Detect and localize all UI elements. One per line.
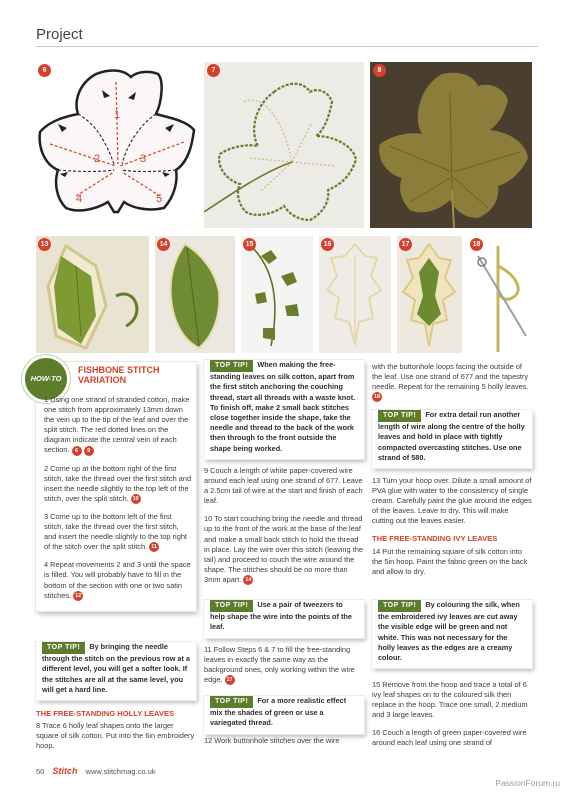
step-9: 9 Couch a length of white paper-covered wire around each leaf using one strand of 677. Leave a 2.5cm tail of wire at the start and finish of each leaf.	[204, 466, 363, 506]
step-12-cont: with the buttonhole loops facing the outside of the leaf. Use one strand of 677 and the tapestry needle. Repeat for the remaining 5 holly leaves.	[372, 362, 529, 392]
howto-title: FISHBONE STITCH VARIATION	[78, 365, 160, 385]
watermark: PassionForum.ru	[495, 778, 560, 788]
tip-box-1	[36, 642, 196, 700]
col2-text-a	[204, 466, 364, 593]
photo-number-8: 8	[373, 64, 386, 77]
step-10: 10 To start couching bring the needle and thread up to the front of the work at the base of the leaf and make a small back stitch to hold the thread in place. Lay the wire over this stitch (leaving the tail) and proceed to couch the wire around the shape. The stitches should be no more than 3mm apart.	[204, 514, 363, 584]
tip-label: TOP TIP!	[378, 600, 421, 612]
step-16: 16 Couch a length of green paper-covered wire around each leaf using one strand of	[372, 728, 527, 748]
ref-17: 17	[226, 677, 233, 684]
photo-number-13: 13	[38, 238, 51, 251]
step-15: 15 Remove from the hoop and trace a total of 6 ivy leaf shapes on to the coloured silk then replace in the hoop. Trace one small, 2 medium and 3 large leaves.	[372, 680, 528, 720]
howto-step-3: 3 Come up to the bottom left of the first stitch, take the thread over the first stitch, and insert the needle slightly to the top right of the stitch over the split stitch.	[44, 511, 187, 552]
diagram-number-1: 1	[114, 109, 121, 121]
tip-box-4	[204, 696, 364, 734]
magazine-logo: Stitch	[52, 766, 78, 776]
ref-6: 6	[72, 446, 82, 456]
tip-box-5	[372, 410, 532, 468]
tip-label: TOP TIP!	[378, 410, 421, 422]
tip-text-4: For a more realistic effect mix the shades of green or use a variegated thread.	[210, 696, 347, 728]
step-8: 8 Trace 6 holly leaf shapes onto the larger square of silk cotton. Put into the 6in embroidery hoop.	[36, 721, 195, 751]
ref-18: 18	[373, 394, 381, 401]
header-rule	[36, 46, 538, 47]
step-11: 11 Follow Steps 6 & 7 to fill the free-standing leaves in exactly the same way as the background ones, only working within the wire edge.	[204, 645, 355, 685]
ref-12: 12	[75, 592, 82, 599]
tip-box-2	[204, 360, 364, 459]
tip-box-6	[372, 600, 532, 668]
leaf-diagram	[36, 62, 198, 228]
website-link[interactable]: www.stitchmag.co.uk	[85, 767, 156, 776]
photo-filled-leaf	[370, 62, 532, 228]
photo-ivy-sprig	[241, 236, 313, 353]
holly-heading: THE FREE-STANDING HOLLY LEAVES	[36, 709, 175, 718]
step-12: 12 Work buttonhole stitches over the wire	[204, 736, 340, 745]
photo-number-14: 14	[157, 238, 170, 251]
photo-number-6: 6	[38, 64, 51, 77]
howto-steps	[44, 395, 192, 609]
ref-10: 10	[132, 495, 139, 502]
footer	[36, 766, 156, 776]
howto-step-1: 1 Using one strand of stranded cotton, make one stitch from approximately 13mm down the vein up to the tip of the leaf and over the split stitch. The red dotted lines on the diagram indicate the central vein of each section.	[44, 395, 190, 455]
col2-text-c	[204, 736, 364, 754]
photo-fishbone-holly	[36, 236, 149, 353]
tip-text-2: When making the free-standing leaves on silk cotton, apart from the first stitch anchoring the couching thread, start all threads with a waste knot. To finish off, make 2 small back stitches close together inside the shape, take the needle and thread to the back of the work then through to the front outside the shape being worked.	[210, 360, 356, 453]
ref-9: 9	[84, 446, 94, 456]
tip-box-3	[204, 600, 364, 638]
ref-14: 14	[245, 576, 252, 583]
photo-number-15: 15	[243, 238, 256, 251]
col3-text-b	[372, 476, 532, 585]
step-14: 14 Put the remaining square of silk cotton into the 5in hoop. Paint the fabric green on the back and allow to dry.	[372, 546, 528, 576]
tip-text-5: For extra detail run another length of wire along the centre of the holly leaves and hold in place with tightly compacted overcasting stitches. Use one strand of 580.	[378, 410, 525, 462]
section-title: Project	[36, 26, 83, 43]
tip-text-6: By colouring the silk, when the embroidered ivy leaves are cut away the visible edge will be green and not white. This was not necessary for the holly leaves as the edges are a creamy colour.	[378, 600, 520, 663]
tip-label: TOP TIP!	[210, 696, 253, 708]
howto-step-4: 4 Repeat movements 2 and 3 until the space is filled. You will probably have to fill in the bottom of the section with one or two satin stitches.	[44, 560, 191, 600]
photo-number-7: 7	[207, 64, 220, 77]
col2-text-b	[204, 645, 364, 693]
photo-number-17: 17	[399, 238, 412, 251]
diagram-number-5: 5	[156, 193, 163, 205]
step-13: 13 Turn your hoop over. Dilute a small amount of PVA glue with water to the consistency of single cream. Carefully paint the glue around the edges of the leaves. Leave to dry. This will make cutting out the leaves easier.	[372, 476, 532, 526]
photo-buttonhole-holly	[397, 236, 462, 353]
diagram-number-2: 2	[94, 153, 101, 165]
photo-outline-leaf	[204, 62, 364, 228]
tip-label: TOP TIP!	[210, 360, 253, 372]
tip-text-1: By bringing the needle through the stitch on the previous row at a different level, you will get a softer look. If the stitches are all at the same level, you will get a hard line.	[42, 642, 190, 694]
col3-text-a	[372, 362, 532, 410]
ref-11: 11	[149, 542, 159, 552]
page-number: 50	[36, 767, 45, 776]
buttonhole-diagram	[468, 236, 532, 353]
ivy-heading: THE FREE-STANDING IVY LEAVES	[372, 534, 498, 544]
photo-number-16: 16	[321, 238, 334, 251]
col1-holly	[36, 706, 196, 759]
tip-text-3: Use a pair of tweezers to help shape the wire into the points of the leaf.	[210, 600, 352, 632]
photo-filled-holly	[155, 236, 235, 353]
tip-label: TOP TIP!	[42, 642, 85, 654]
photo-number-18: 18	[470, 238, 483, 251]
diagram-number-3: 3	[140, 153, 147, 165]
tip-label: TOP TIP!	[210, 600, 253, 612]
photo-wire-outline	[319, 236, 391, 353]
col3-text-c	[372, 680, 532, 757]
howto-badge: HOW-TO	[22, 355, 70, 403]
diagram-number-4: 4	[76, 193, 83, 205]
howto-step-2: 2 Come up at the bottom right of the first stitch, take the thread over the first stitch and insert the needle slightly to the top left of the stitch, over the split stitch.	[44, 463, 192, 503]
